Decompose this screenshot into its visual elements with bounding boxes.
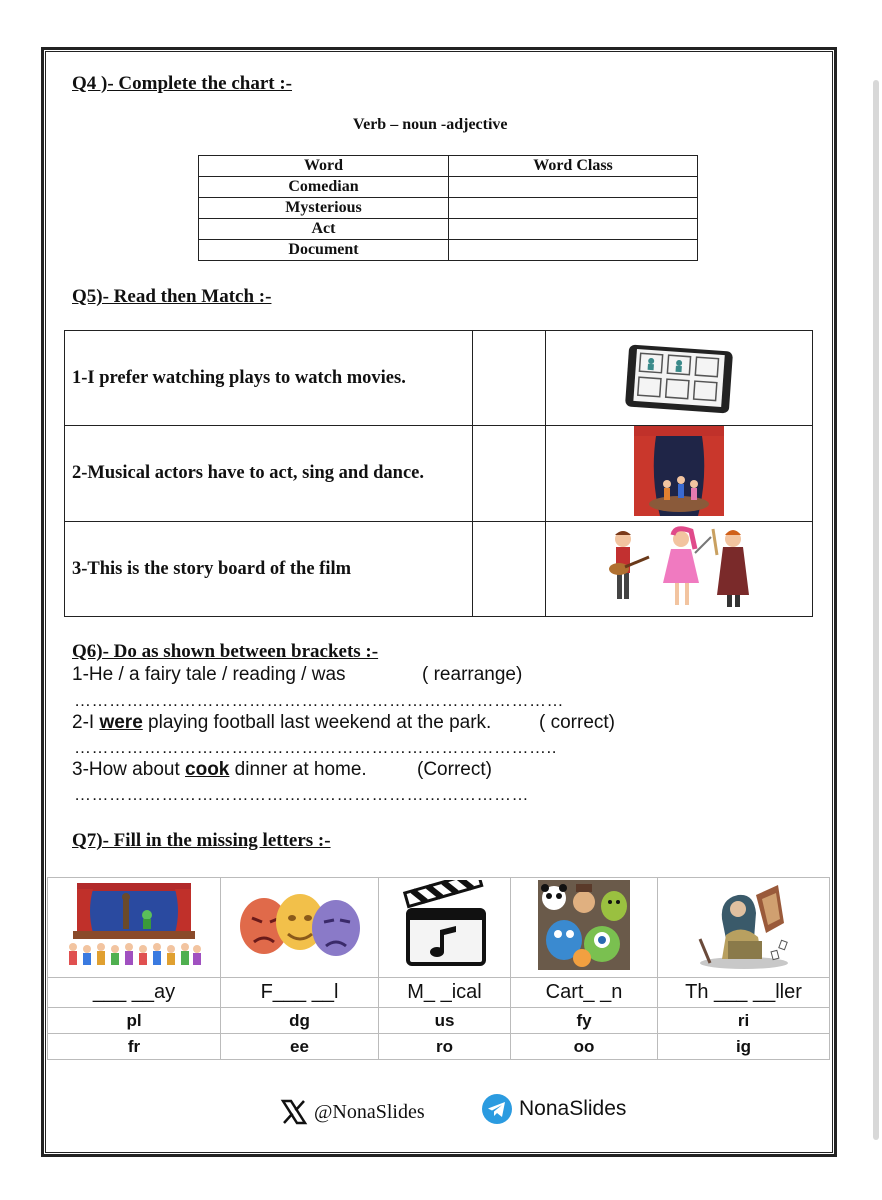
- match-image-cell: [546, 522, 813, 617]
- letter-option: dg: [221, 1008, 379, 1034]
- q5-title: Q5)- Read then Match :-: [72, 286, 272, 307]
- answer-line[interactable]: …………………………………………………………………………: [74, 691, 564, 710]
- q6-item-2-marked-word: were: [99, 712, 143, 733]
- letter-option: pl: [48, 1008, 221, 1034]
- word-class-cell[interactable]: [449, 240, 698, 261]
- q6-item-3-hint: (Correct): [417, 759, 492, 780]
- header-word-class: Word Class: [449, 156, 698, 177]
- q6-item-3-pre: 3-How about: [72, 759, 186, 780]
- word-cell: Mysterious: [199, 198, 449, 219]
- match-sentence: 3-This is the story board of the film: [65, 522, 473, 617]
- picture-cell: [221, 878, 379, 978]
- q6-item-1-text: 1-He / a fairy tale / reading / was: [72, 664, 346, 685]
- telegram-handle-text: NonaSlides: [519, 1097, 627, 1120]
- storyboard-tablet-image: [623, 334, 735, 418]
- scrollbar[interactable]: [873, 80, 879, 1140]
- word-class-cell[interactable]: [449, 219, 698, 240]
- match-answer-cell[interactable]: [473, 331, 546, 426]
- missing-letters-word[interactable]: F___ __l: [221, 978, 379, 1008]
- q6-item-3: [72, 759, 367, 781]
- q6-item-2: [72, 712, 491, 734]
- missing-letters-word[interactable]: ___ __ay: [48, 978, 221, 1008]
- comedy-masks-image: [234, 890, 366, 960]
- match-answer-cell[interactable]: [473, 426, 546, 522]
- match-table: [64, 330, 813, 617]
- letter-option: ro: [379, 1034, 511, 1060]
- stage-performance-image: [634, 426, 724, 516]
- telegram-handle[interactable]: [481, 1093, 626, 1125]
- missing-letters-table: [47, 877, 830, 1060]
- picture-cell: [658, 878, 830, 978]
- q6-item-3-post: dinner at home.: [229, 759, 367, 780]
- letter-option: us: [379, 1008, 511, 1034]
- match-answer-cell[interactable]: [473, 522, 546, 617]
- word-cell: Comedian: [199, 177, 449, 198]
- picture-cell: [48, 878, 221, 978]
- missing-letters-word[interactable]: Cart_ _n: [511, 978, 658, 1008]
- match-image-cell: [546, 331, 813, 426]
- answer-line[interactable]: ……………………………………………………………………: [74, 785, 529, 804]
- q6-item-2-hint: ( correct): [539, 712, 615, 733]
- header-word: Word: [199, 156, 449, 177]
- match-image-cell: [546, 426, 813, 522]
- q6-item-1: [72, 664, 346, 686]
- cartoon-characters-image: [538, 880, 630, 970]
- letter-option: oo: [511, 1034, 658, 1060]
- letter-option: fy: [511, 1008, 658, 1034]
- picture-cell: [511, 878, 658, 978]
- q6-item-3-marked-word: cook: [185, 759, 230, 780]
- thriller-scene-image: [692, 879, 796, 971]
- q4-title: Q4 )- Complete the chart :-: [72, 73, 293, 94]
- letter-option: fr: [48, 1034, 221, 1060]
- theater-play-image: [63, 881, 205, 969]
- telegram-icon: [481, 1093, 513, 1125]
- q6-item-2-pre: 2-I: [72, 712, 100, 733]
- missing-letters-word[interactable]: Th ___ __ller: [658, 978, 830, 1008]
- x-handle-text: @NonaSlides: [314, 1100, 425, 1123]
- word-cell: Document: [199, 240, 449, 261]
- q6-item-2-post: playing football last weekend at the park.: [142, 712, 492, 733]
- q6-title: Q6)- Do as shown between brackets :-: [72, 641, 379, 662]
- match-sentence: 1-I prefer watching plays to watch movies.: [65, 331, 473, 426]
- match-sentence: 2-Musical actors have to act, sing and dance.: [65, 426, 473, 522]
- letter-option: ee: [221, 1034, 379, 1060]
- word-cell: Act: [199, 219, 449, 240]
- missing-letters-word[interactable]: M_ _ical: [379, 978, 511, 1008]
- word-class-cell[interactable]: [449, 177, 698, 198]
- clapperboard-music-image: [400, 880, 490, 970]
- answer-line[interactable]: ………………………………………………………………………..: [74, 738, 557, 757]
- q4-subtitle: Verb – noun -adjective: [353, 116, 508, 133]
- word-class-cell[interactable]: [449, 198, 698, 219]
- letter-option: ig: [658, 1034, 830, 1060]
- word-class-table: [198, 155, 698, 261]
- picture-cell: [379, 878, 511, 978]
- letter-option: ri: [658, 1008, 830, 1034]
- x-handle[interactable]: [280, 1098, 425, 1126]
- singers-dancers-image: [599, 525, 759, 609]
- q7-title: Q7)- Fill in the missing letters :-: [72, 830, 331, 851]
- x-logo-icon: [280, 1098, 308, 1126]
- q6-item-1-hint: ( rearrange): [422, 664, 523, 685]
